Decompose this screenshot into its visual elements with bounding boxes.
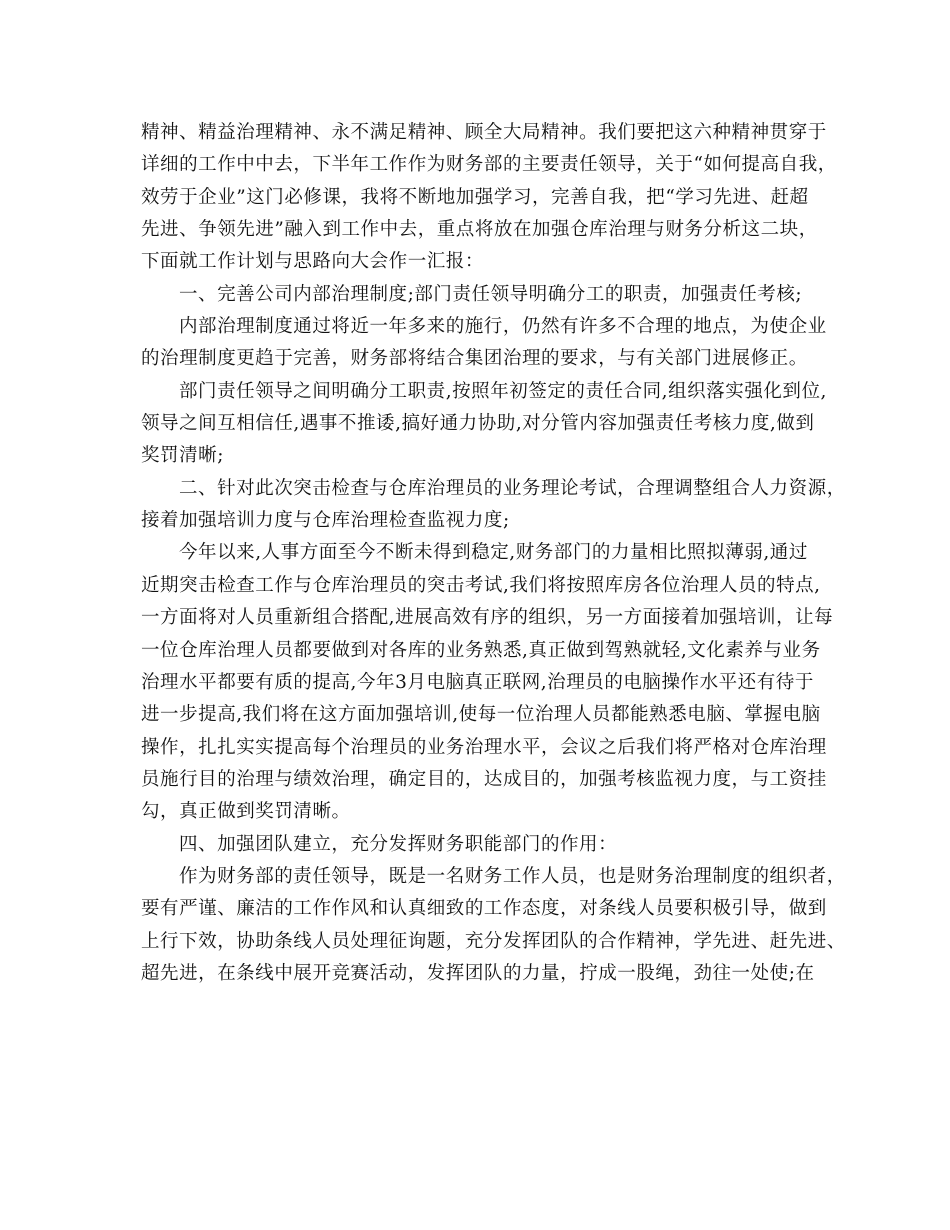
body-line: 详细的工作中中去，下半年工作作为财务部的主要责任领导，关于“如何提高自我，	[141, 154, 837, 176]
paragraph-start-line: 部门责任领导之间明确分工职责,按照年初签定的责任合同,组织落实强化到位,	[179, 380, 827, 402]
body-line: 接着加强培训力度与仓库治理检查监视力度;	[141, 510, 510, 532]
paragraph-start-line: 作为财务部的责任领导，既是一名财务工作人员，也是财务治理制度的组织者，	[179, 865, 846, 887]
section-heading: 二、针对此次突击检查与仓库治理员的业务理论考试，合理调整组合人力资源，	[179, 477, 846, 499]
section-heading: 一、完善公司内部治理制度;部门责任领导明确分工的职责，加强责任考核;	[179, 283, 803, 305]
body-line: 效劳于企业”这门必修课，我将不断地加强学习，完善自我，把“学习先进、赶超	[141, 186, 809, 208]
body-line: 近期突击检查工作与仓库治理员的突击考试,我们将按照库房各位治理人员的特点,	[141, 574, 821, 596]
body-line: 的治理制度更趋于完善，财务部将结合集团治理的要求，与有关部门进展修正。	[141, 348, 808, 370]
body-line: 精神、精益治理精神、永不满足精神、顾全大局精神。我们要把这六种精神贯穿于	[141, 122, 827, 143]
paragraph-start-line: 今年以来,人事方面至今不断未得到稳定,财务部门的力量相比照拟薄弱,通过	[179, 542, 808, 564]
body-line: 操作，扎扎实实提高每个治理员的业务治理水平，会议之后我们将严格对仓库治理	[141, 736, 827, 758]
body-line: 一方面将对人员重新组合搭配,进展高效有序的组织，另一方面接着加强培训，让每	[141, 607, 834, 629]
body-line: 勾，真正做到奖罚清晰。	[141, 801, 351, 823]
section-heading: 四、加强团队建立，充分发挥财务职能部门的作用：	[179, 833, 618, 855]
body-line: 一位仓库治理人员都要做到对各库的业务熟悉,真正做到驾熟就轻,文化素养与业务	[141, 639, 821, 661]
body-line: 先进、争领先进”融入到工作中去，重点将放在加强仓库治理与财务分析这二块，	[141, 219, 818, 241]
body-line: 进一步提高,我们将在这方面加强培训,使每一位治理人员都能熟悉电脑、掌握电脑	[141, 704, 821, 726]
body-line: 治理水平都要有质的提高,今年3月电脑真正联网,治理员的电脑操作水平还有待于	[141, 671, 814, 693]
body-line: 要有严谨、廉洁的工作作风和认真细致的工作态度，对条线人员要积极引导，做到	[141, 898, 827, 920]
body-line: 领导之间互相信任,遇事不推诿,搞好通力协助,对分管内容加强责任考核力度,做到	[141, 413, 815, 435]
body-line: 奖罚清晰;	[141, 445, 224, 467]
document-body	[141, 117, 846, 990]
body-line: 下面就工作计划与思路向大会作一汇报：	[141, 251, 484, 273]
paragraph-start-line: 内部治理制度通过将近一年多来的施行，仍然有许多不合理的地点，为使企业	[179, 316, 827, 338]
body-line: 员施行目的治理与绩效治理，确定目的，达成目的，加强考核监视力度，与工资挂	[141, 768, 827, 790]
body-line: 超先进，在条线中展开竞赛活动，发挥团队的力量，拧成一股绳，劲往一处使;在	[141, 962, 815, 984]
body-line: 上行下效，协助条线人员处理征询题，充分发挥团队的合作精神，学先进、赶先进、	[141, 930, 846, 952]
